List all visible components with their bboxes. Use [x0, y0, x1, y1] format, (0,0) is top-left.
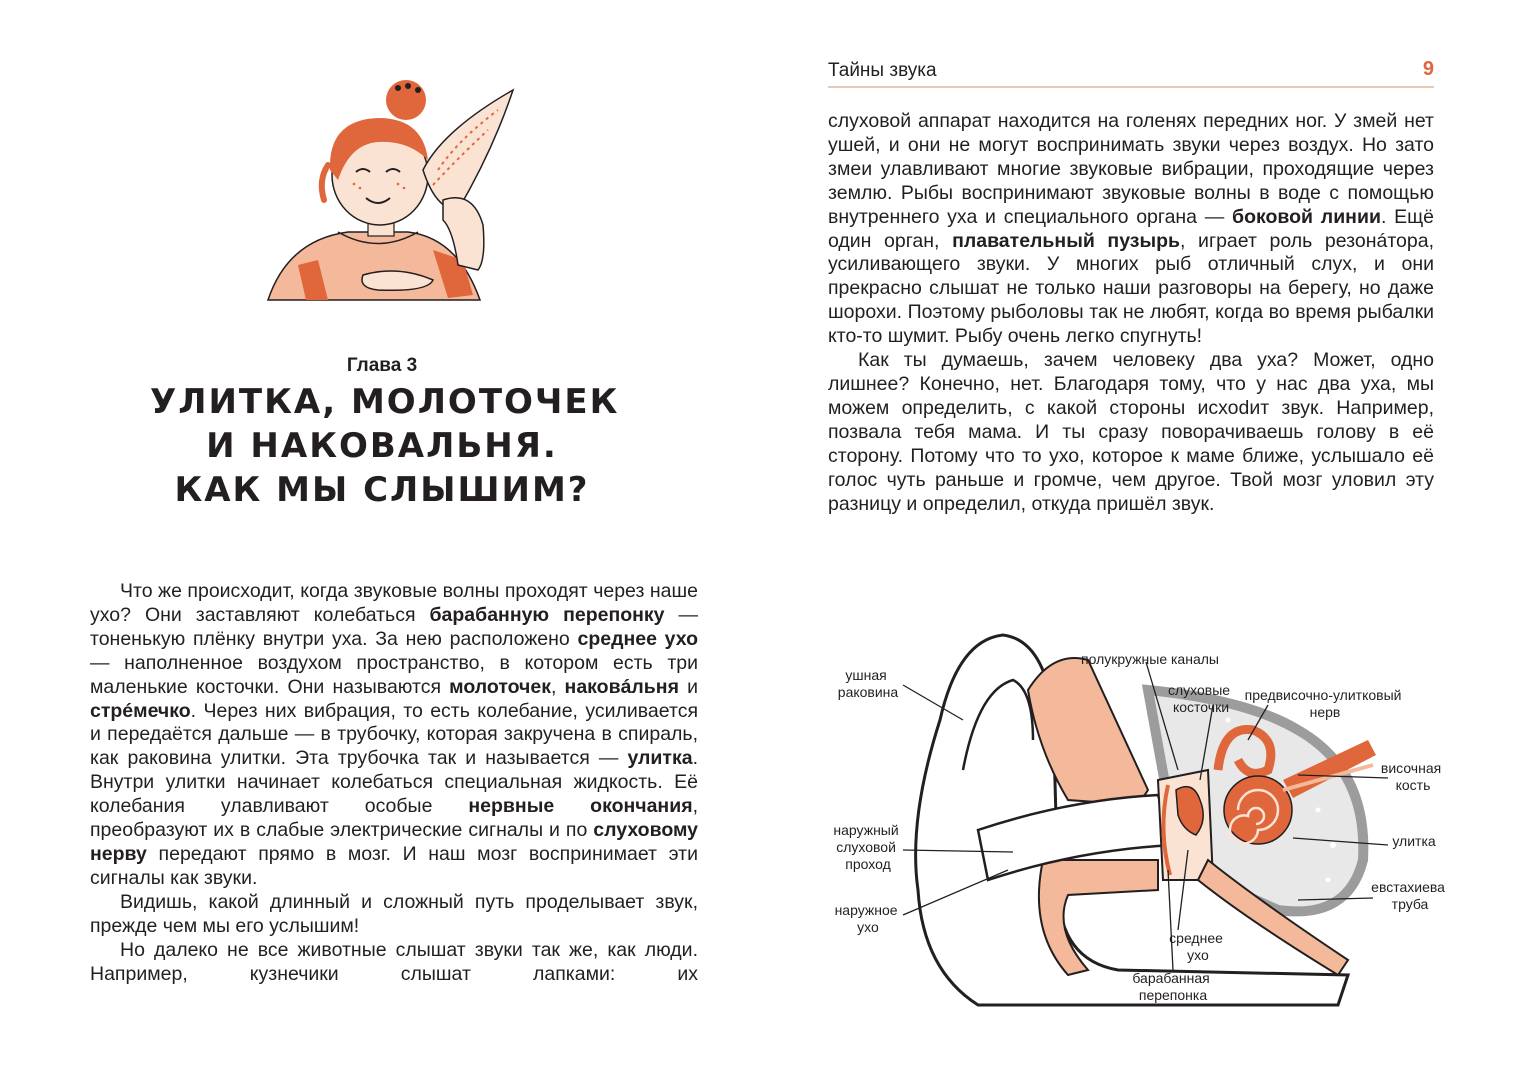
- bold-term: боковой линии: [1232, 205, 1381, 228]
- text-run: . Ещё один орган,: [828, 205, 1435, 252]
- label-temporal-bone: височная кость: [1380, 760, 1442, 793]
- text-run: передают прямо в мозг. И наш мозг воспринимает эти сигналы как звуки.: [90, 842, 698, 889]
- bold-term: среднее ухо: [577, 627, 698, 650]
- text-run: и: [678, 675, 699, 698]
- label-ear-canal: наружный слуховой проход: [833, 822, 899, 872]
- text-run: . Через них вибрация, то есть колебание, усиливается и передаётся дальше — в трубочку, которая закручена в спираль, как раковина улитки. Эта трубочка так и называется —: [90, 699, 698, 770]
- label-eustachian-tube: евстахиева труба: [1371, 879, 1445, 912]
- chapter-label: Глава 3: [346, 355, 418, 376]
- label-vestibulocochlear-nerve: предвисочно-улитковый нерв: [1244, 687, 1402, 720]
- text-run: , играет роль резонáтора, усиливающего звуки. У многих рыб отличный слух, и они прекрасно слышат не только наши разговоры на берегу, но даже шорохи. Поэтому рыболовы так не любят, когда во время рыбалки кто-то шумит. Рыбу очень легко спугнуть!: [828, 229, 1434, 348]
- label-cochlea: улитка: [1392, 833, 1436, 849]
- paragraph: [828, 110, 1434, 349]
- text-run: слуховой аппарат находится на голенях передних ног. У змей нет ушей, и они не могут воспринимать звуки через воздух. Но зато змеи улавливают многие звуковые вибрации, проходящие через землю. Рыбы воспринимают звуковые волны в воде с помощью внутреннего уха и специального органа —: [828, 110, 1434, 228]
- paragraph: [90, 580, 698, 891]
- label-eardrum: барабанная перепонка: [1132, 970, 1210, 1003]
- text-run: — тоненькую плёнку внутри уха. За нею расположено: [90, 603, 699, 650]
- text-run: Но далеко не все животные слышат звуки так же, как люди. Например, кузнечики слышат лапками: их: [90, 938, 698, 985]
- label-outer-ear: наружное ухо: [834, 902, 898, 935]
- chapter-title: [150, 380, 620, 512]
- text-run: Видишь, какой длинный и сложный путь проделывает звук, прежде чем мы его услышим!: [90, 890, 698, 937]
- bold-term: улитка: [627, 747, 693, 770]
- text-run: . Внутри улитки начинает колебаться специальная жидкость. Её колебания улавливают особые: [90, 747, 698, 818]
- running-title: Тайны звука: [828, 60, 937, 81]
- chapter-title-line: УЛИТКА, МОЛОТОЧЕК: [150, 382, 620, 422]
- paragraph: [828, 349, 1434, 516]
- left-body-text: [90, 580, 698, 986]
- text-run: — наполненное воздухом пространство, в котором есть три маленькие косточки. Они называются: [90, 651, 698, 698]
- paragraph: [90, 939, 698, 987]
- label-ossicles: слуховые косточки: [1168, 682, 1231, 715]
- bold-term: барабанную перепонку: [429, 603, 665, 626]
- chapter-title-line: КАК МЫ СЛЫШИМ?: [174, 470, 590, 510]
- running-header: [828, 58, 1434, 88]
- label-semicircular-canals: полукружные каналы: [1081, 651, 1219, 667]
- right-body-text: [828, 110, 1434, 516]
- text-run: Как ты думаешь, зачем человеку два уха? Может, одно лишнее? Конечно, нет. Благодаря тому, что у нас два уха, мы можем определить, с какой стороны исхоdит звук. Например, позвала тебя мама. И ты сразу поворачиваешь голову в её сторону. Потому что то ухо, которое к маме ближе, услышало её голос чуть раньше и громче, чем другое. Твой мозг уловил эту разницу и определил, откуда пришёл звук.: [828, 349, 1434, 515]
- bold-term: молоточек: [449, 675, 551, 698]
- paragraph: [90, 891, 698, 939]
- right-page: [764, 0, 1528, 1080]
- bold-term: нервные окончания: [468, 795, 693, 818]
- bold-term: наковáльня: [564, 675, 679, 698]
- label-ear-shell: ушная раковина: [837, 667, 899, 700]
- page-number: 9: [1422, 58, 1434, 80]
- text-run: ,: [550, 675, 565, 698]
- ear-anatomy-diagram: [828, 630, 1448, 1010]
- bold-term: слуховому нерву: [90, 819, 698, 865]
- girl-with-seashell-illustration: [258, 60, 518, 340]
- chapter-title-line: И НАКОВАЛЬНЯ.: [206, 426, 558, 466]
- bold-term: плавательный пузырь: [952, 229, 1181, 252]
- bold-term: стрéмечко: [90, 699, 191, 722]
- label-middle-ear: среднее ухо: [1169, 930, 1223, 963]
- text-run: Что же происходит, когда звуковые волны проходят через наше ухо? Они заставляют колебаться: [90, 580, 698, 626]
- text-run: , преобразуют их в слабые электрические сигналы и по: [90, 795, 698, 842]
